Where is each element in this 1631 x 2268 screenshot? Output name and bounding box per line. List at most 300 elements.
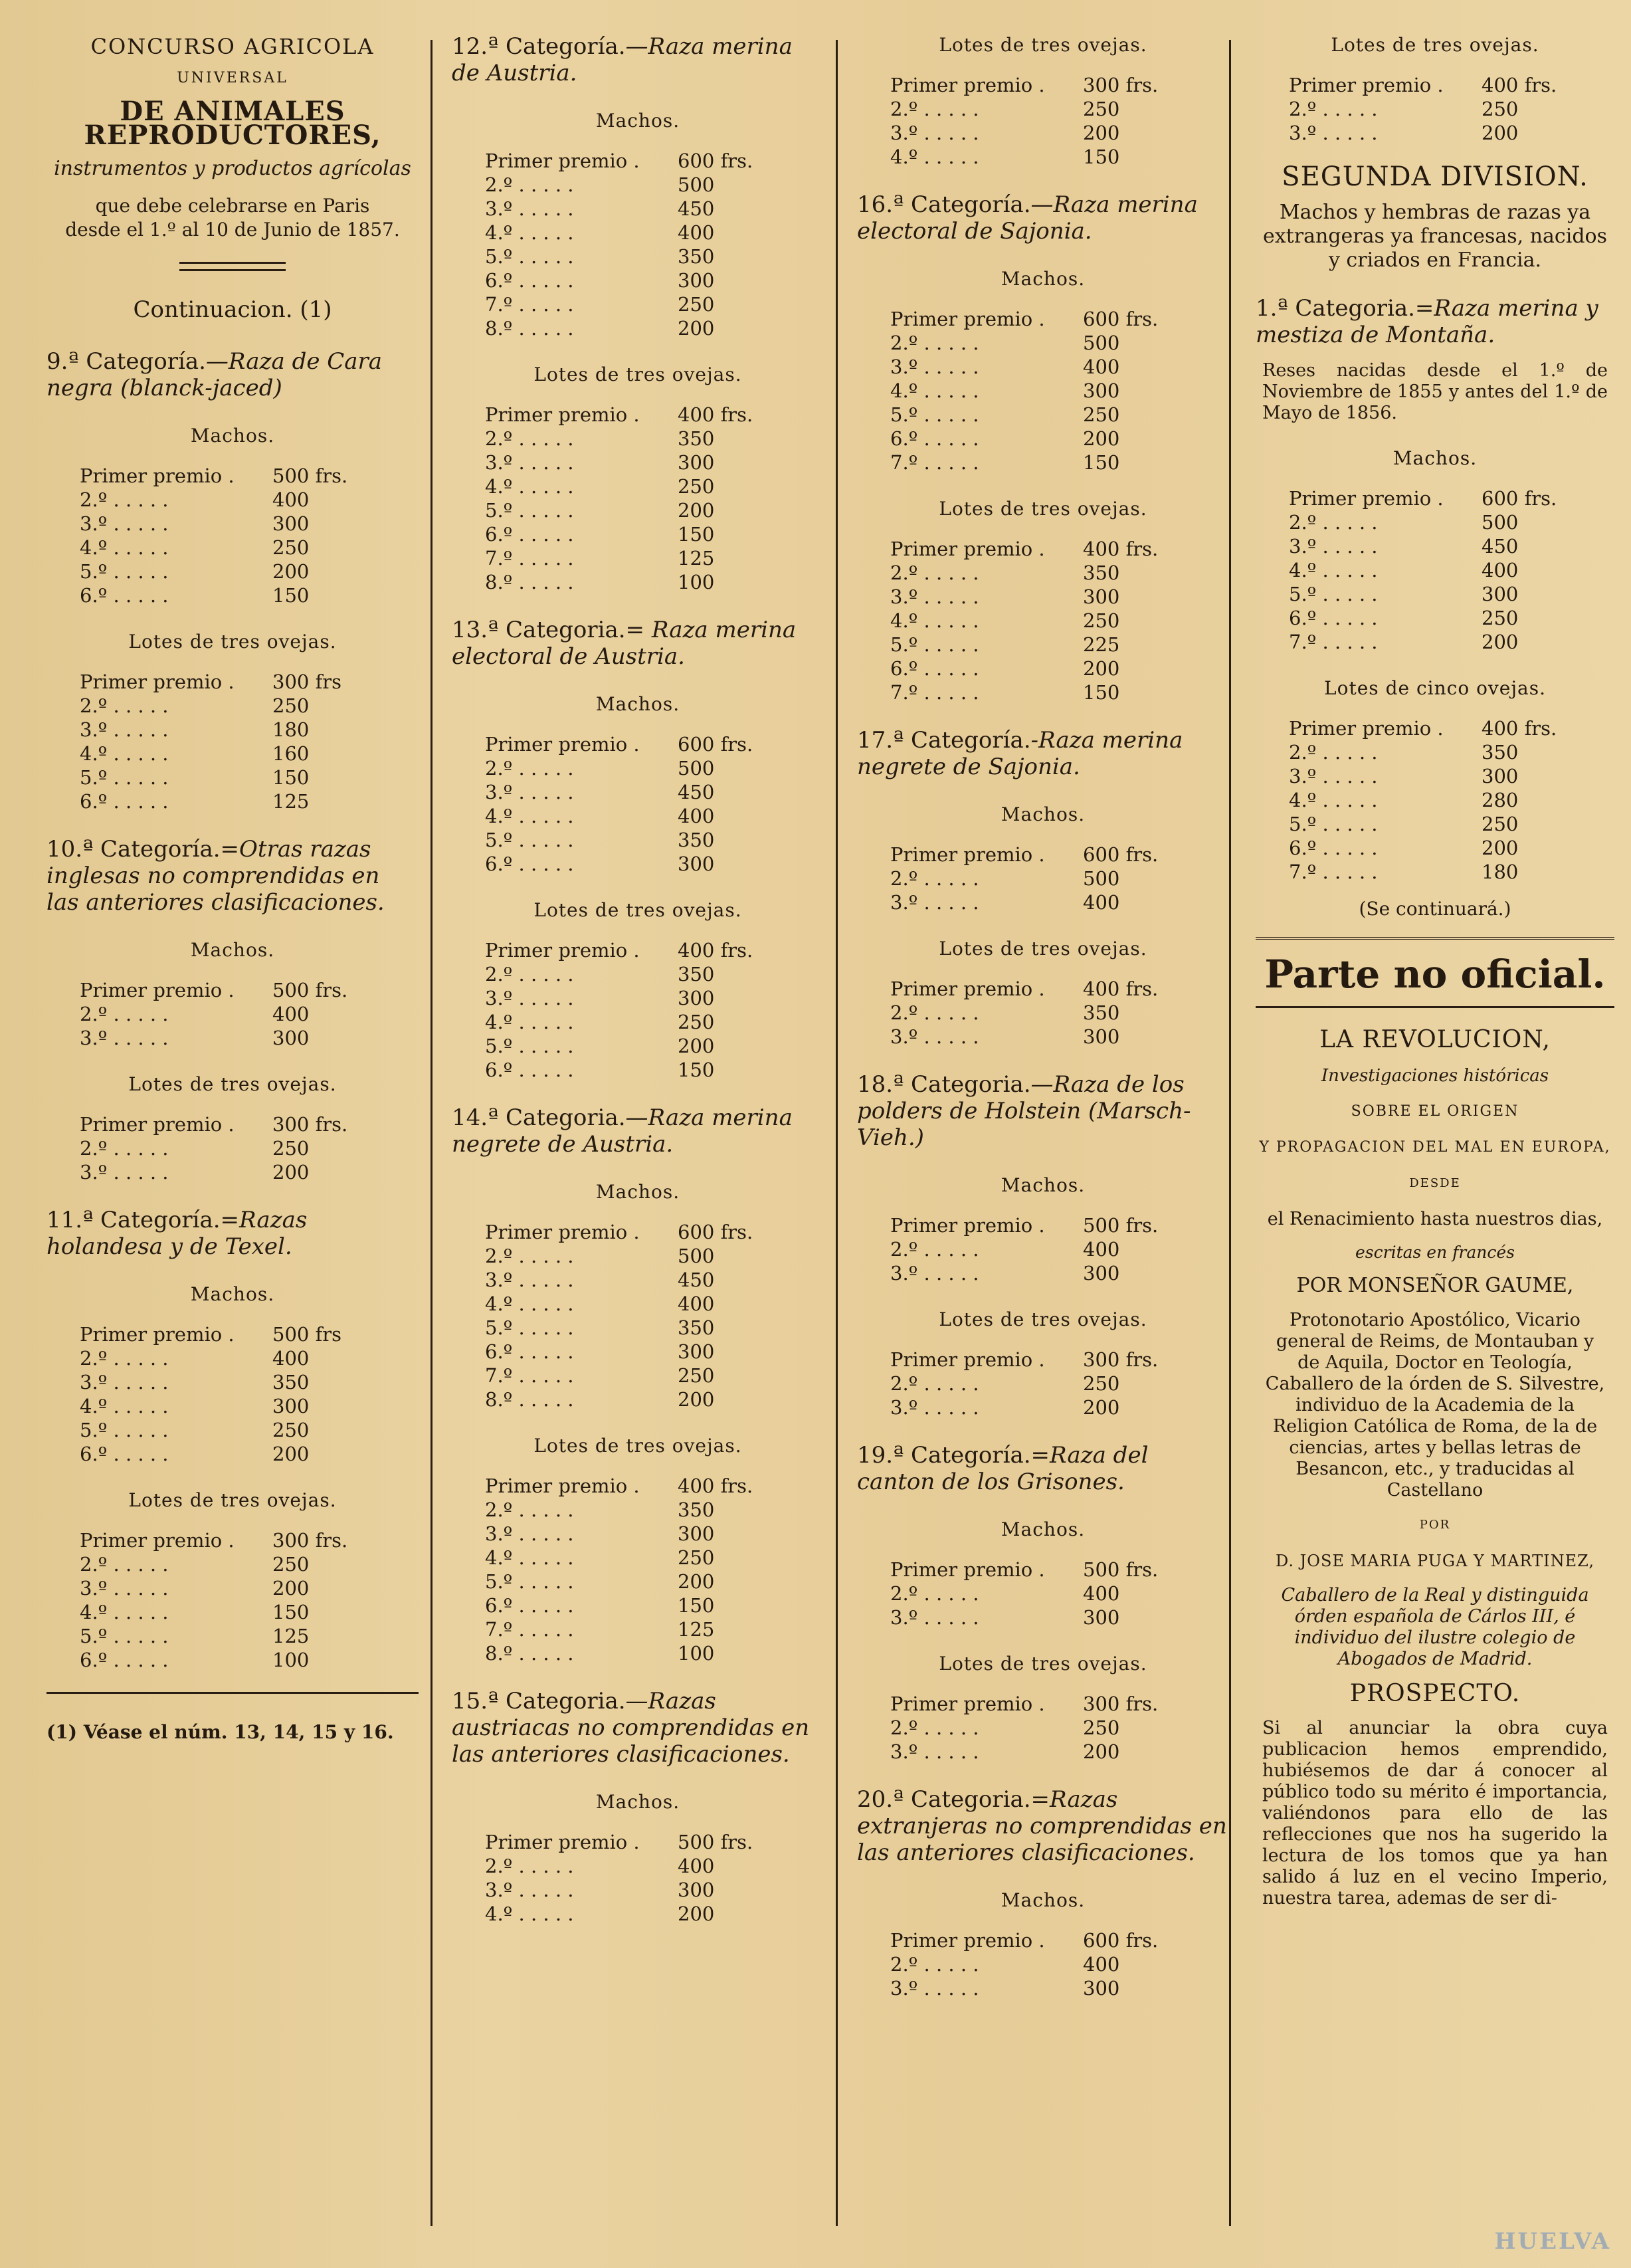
prize-row [890, 1237, 1169, 1261]
prize-amount: 450 [678, 781, 715, 803]
prize-amount: 300 [1083, 1262, 1120, 1285]
prize-label: Primer premio . [890, 1214, 1045, 1237]
prize-amount: 600 frs. [678, 1221, 753, 1243]
prize-row [80, 670, 359, 694]
prize-label: Primer premio . [80, 1113, 235, 1136]
prize-row [1289, 558, 1568, 582]
prize-label: 4.º . . . . . [485, 221, 574, 244]
prize-row [1289, 97, 1568, 121]
prize-label: 4.º . . . . . [485, 805, 574, 827]
prize-row [890, 1716, 1169, 1740]
prize-amount: 225 [1083, 633, 1120, 656]
prize-row [485, 1546, 764, 1570]
prize-label: 3.º . . . . . [890, 122, 979, 144]
prize-amount: 350 [678, 427, 715, 450]
prize-amount: 500 [678, 173, 715, 196]
prize-amount: 300 frs [272, 670, 342, 693]
prize-label: Primer premio . [890, 308, 1045, 330]
prize-label: Primer premio . [1289, 74, 1444, 96]
prize-row [80, 1002, 359, 1026]
division-heading: SEGUNDA DIVISION. [1282, 161, 1588, 192]
subheading-machos: Machos. [1001, 1518, 1086, 1540]
prize-amount: 400 frs. [1083, 538, 1159, 560]
prize-row [890, 633, 1169, 657]
prize-amount: 200 [1083, 122, 1120, 144]
prize-label: 3.º . . . . . [890, 585, 979, 608]
prize-label: 4.º . . . . . [890, 609, 979, 632]
prize-amount: 500 [678, 757, 715, 779]
column-rule [836, 40, 838, 2226]
prize-label: 8.º . . . . . [485, 317, 574, 340]
prize-row [890, 1558, 1169, 1582]
prize-amount: 300 [678, 987, 715, 1009]
prize-label: 5.º . . . . . [80, 766, 169, 789]
prize-label: 2.º . . . . . [890, 867, 979, 890]
prize-row [890, 680, 1169, 704]
prize-label: 4.º . . . . . [80, 1395, 169, 1417]
prize-row [485, 1522, 764, 1546]
subheading-lotes: Lotes de tres ovejas. [939, 938, 1147, 960]
prize-amount: 250 [272, 694, 310, 717]
prize-list [47, 978, 419, 1050]
prize-amount: 300 [1482, 765, 1519, 787]
prize-list [857, 1213, 1229, 1285]
article-subtitle: POR [1419, 1518, 1451, 1532]
prize-row [485, 780, 764, 804]
prize-amount: 450 [678, 1269, 715, 1291]
prize-label: 5.º . . . . . [890, 633, 979, 656]
prize-amount: 300 [678, 1340, 715, 1363]
prize-row [890, 121, 1169, 145]
prize-list [857, 73, 1229, 169]
prize-label: 3.º . . . . . [80, 1577, 169, 1599]
continuation-label: Continuacion. (1) [133, 296, 332, 323]
separator [1256, 937, 1614, 946]
prize-row [890, 585, 1169, 609]
prize-row [890, 1692, 1169, 1716]
continuation-note: (Se continuará.) [1359, 898, 1511, 920]
prize-amount: 300 [678, 853, 715, 875]
prize-amount: 500 frs. [272, 979, 348, 1001]
prize-label: 5.º . . . . . [485, 1316, 574, 1339]
prize-amount: 500 [1083, 867, 1120, 890]
prize-label: 5.º . . . . . [485, 499, 574, 522]
prize-row [1289, 740, 1568, 764]
prize-amount: 300 [1083, 1977, 1120, 2000]
prize-amount: 300 frs. [272, 1529, 348, 1552]
prize-amount: 500 frs. [272, 464, 348, 487]
prize-amount: 250 [272, 536, 310, 559]
prize-amount: 250 [1482, 607, 1519, 629]
prize-label: Primer premio . [485, 1221, 640, 1243]
prize-amount: 200 [678, 1903, 715, 1925]
prize-amount: 300 frs. [1083, 1693, 1159, 1715]
category-heading: 20.ª Categoria.=Razas extranjeras no comprendidas en las anteriores clasificaciones. [857, 1786, 1227, 1866]
subheading-lotes: Lotes de tres ovejas. [939, 1308, 1147, 1330]
prize-amount: 200 [678, 317, 715, 340]
prize-row [890, 73, 1169, 97]
division-text: Machos y hembras de razas ya extrangeras ya francesas, nacidos y criados en Francia. [1263, 201, 1607, 272]
prize-amount: 400 frs. [1083, 978, 1159, 1000]
article-subtitle: Investigaciones históricas [1321, 1066, 1549, 1086]
prize-amount: 600 frs. [1083, 843, 1159, 866]
prize-amount: 125 [272, 790, 310, 813]
subheading-lotes: Lotes de tres ovejas. [939, 498, 1147, 520]
prize-amount: 350 [272, 1371, 310, 1393]
subheading-machos: Machos. [595, 110, 680, 132]
prize-amount: 200 [678, 1035, 715, 1057]
prize-list [857, 1692, 1229, 1764]
subheading-lotes: Lotes de tres ovejas. [533, 899, 742, 921]
prize-row [485, 962, 764, 986]
subheading-lotes: Lotes de tres ovejas. [128, 1489, 337, 1511]
article-title: LA REVOLUCION, [1319, 1026, 1551, 1053]
prize-label: 6.º . . . . . [1289, 837, 1378, 859]
prize-amount: 300 [272, 512, 310, 535]
prize-amount: 200 [1083, 657, 1120, 680]
prize-amount: 400 [1083, 356, 1120, 378]
prize-label: 3.º . . . . . [485, 1879, 574, 1901]
prize-list [47, 670, 419, 813]
prize-row [1289, 860, 1568, 884]
prize-amount: 150 [678, 523, 715, 546]
category-heading: 18.ª Categoria.—Raza de los polders de Holstein (Marsch-Vieh.) [857, 1071, 1191, 1151]
prize-label: 6.º . . . . . [80, 1649, 169, 1671]
prize-label: 2.º . . . . . [890, 98, 979, 120]
prize-label: 3.º . . . . . [890, 1396, 979, 1419]
prize-label: 6.º . . . . . [890, 427, 979, 450]
prize-label: 6.º . . . . . [485, 1059, 574, 1081]
prize-row [485, 1058, 764, 1082]
category-heading: 15.ª Categoria.—Razas austriacas no comprendidas en las anteriores clasificaciones. [452, 1688, 810, 1768]
prize-amount: 200 [1482, 837, 1519, 859]
prize-amount: 300 [678, 269, 715, 292]
prize-row [485, 1010, 764, 1034]
prize-amount: 500 [678, 1245, 715, 1267]
prize-amount: 150 [678, 1059, 715, 1081]
prize-label: 2.º . . . . . [1289, 98, 1378, 120]
prize-label: Primer premio . [80, 670, 235, 693]
prize-amount: 200 [272, 1161, 310, 1184]
prize-row [1289, 121, 1568, 145]
prize-row [485, 1570, 764, 1594]
prize-row [890, 1605, 1169, 1629]
prize-row [80, 1160, 359, 1184]
prize-row [80, 464, 359, 488]
prize-label: 6.º . . . . . [485, 269, 574, 292]
prize-row [80, 1346, 359, 1370]
category-heading: 13.ª Categoria.= Raza merina electoral de Austria. [452, 617, 797, 670]
prize-row [485, 986, 764, 1010]
prize-label: 4.º . . . . . [80, 742, 169, 765]
prize-amount: 400 [272, 488, 310, 511]
prize-amount: 200 [272, 560, 310, 583]
subheading-machos: Machos. [595, 1791, 680, 1813]
prize-label: Primer premio . [890, 843, 1045, 866]
prize-row [890, 1395, 1169, 1419]
prize-amount: 400 [1482, 559, 1519, 581]
translator-line: D. JOSE MARIA PUGA Y MARTINEZ, [1276, 1552, 1594, 1570]
prize-list [857, 1348, 1229, 1419]
prize-row [485, 403, 764, 427]
prize-row [80, 488, 359, 512]
column-4 [1256, 27, 1614, 1921]
prize-row [890, 331, 1169, 355]
prize-label: 2.º . . . . . [80, 1137, 169, 1160]
prize-row [890, 145, 1169, 169]
prize-row [890, 1348, 1169, 1372]
category-heading: 17.ª Categoría.-Raza merina negrete de Sajonia. [857, 727, 1183, 780]
prize-amount: 400 [678, 221, 715, 244]
prize-row [80, 1394, 359, 1418]
prize-row [80, 1442, 359, 1466]
article-subtitle: escritas en francés [1355, 1243, 1515, 1262]
prize-amount: 400 [1083, 1238, 1120, 1261]
prize-amount: 450 [1482, 535, 1519, 558]
prize-label: 2.º . . . . . [1289, 741, 1378, 764]
prize-label: Primer premio . [890, 978, 1045, 1000]
prize-amount: 300 [272, 1027, 310, 1049]
prize-list [452, 1220, 824, 1411]
prize-row [485, 451, 764, 474]
section-date-line: que debe celebrarse en Paris [95, 195, 370, 217]
prize-amount: 400 [1083, 1953, 1120, 1976]
footnote: (1) Véase el núm. 13, 14, 15 y 16. [47, 1721, 394, 1743]
prize-amount: 125 [272, 1625, 310, 1647]
prize-row [890, 537, 1169, 561]
prize-row [890, 355, 1169, 379]
prize-list [1256, 73, 1614, 145]
prize-list [857, 537, 1229, 704]
prize-row [890, 657, 1169, 680]
prize-row [485, 149, 764, 173]
prize-row [890, 307, 1169, 331]
prize-label: 3.º . . . . . [890, 356, 979, 378]
prize-amount: 400 frs. [678, 939, 753, 962]
prize-label: 2.º . . . . . [485, 1245, 574, 1267]
subheading-machos: Machos. [1001, 268, 1086, 290]
subheading-machos: Machos. [190, 425, 275, 447]
prize-row [485, 197, 764, 221]
prize-row [1289, 630, 1568, 654]
prize-row [485, 1316, 764, 1340]
translator-titles: Caballero de la Real y distinguida órden española de Cárlos III, é individuo del ilustre colegio de Abogados de Madrid. [1281, 1585, 1589, 1669]
prize-amount: 250 [1083, 609, 1120, 632]
prize-list [47, 1112, 419, 1184]
subheading-lotes: Lotes de tres ovejas. [939, 34, 1147, 56]
prize-amount: 250 [1083, 98, 1120, 120]
prize-row [1289, 534, 1568, 558]
prize-label: 3.º . . . . . [485, 1269, 574, 1291]
prize-row [485, 498, 764, 522]
prize-amount: 150 [1083, 681, 1120, 704]
category-heading: 1.ª Categoria.=Raza merina y mestiza de Montaña. [1256, 295, 1598, 348]
prize-row [80, 766, 359, 789]
prize-row [80, 1624, 359, 1648]
prize-row [890, 451, 1169, 474]
prize-amount: 100 [678, 1642, 715, 1665]
column-2 [452, 27, 824, 1926]
prize-label: 3.º . . . . . [80, 1161, 169, 1184]
prize-row [890, 609, 1169, 633]
prize-row [80, 1418, 359, 1442]
prize-amount: 400 frs. [1482, 717, 1557, 740]
prize-label: 5.º . . . . . [890, 403, 979, 426]
prize-amount: 250 [678, 1364, 715, 1387]
prize-label: 3.º . . . . . [890, 1740, 979, 1763]
prize-row [890, 1025, 1169, 1049]
prize-label: 4.º . . . . . [1289, 789, 1378, 811]
prize-row [485, 1830, 764, 1854]
prize-row [1289, 510, 1568, 534]
prize-label: 5.º . . . . . [485, 829, 574, 851]
prize-label: Primer premio . [890, 1558, 1045, 1581]
subheading-lotes: Lotes de cinco ovejas. [1324, 677, 1546, 699]
prize-label: 5.º . . . . . [1289, 583, 1378, 605]
prize-label: 2.º . . . . . [485, 427, 574, 450]
subheading-machos: Machos. [1001, 803, 1086, 825]
prize-amount: 300 [1482, 583, 1519, 605]
prize-amount: 250 [1083, 1372, 1120, 1395]
prize-amount: 350 [1482, 741, 1519, 764]
subheading-machos: Machos. [1001, 1174, 1086, 1196]
prize-label: 4.º . . . . . [485, 1292, 574, 1315]
prize-amount: 300 frs. [1083, 74, 1159, 96]
prize-amount: 300 [1083, 585, 1120, 608]
column-3 [857, 27, 1229, 2000]
prize-label: 2.º . . . . . [485, 963, 574, 985]
column-rule [1229, 40, 1231, 2226]
prize-list [47, 1322, 419, 1466]
prize-label: 8.º . . . . . [485, 1642, 574, 1665]
prize-amount: 350 [678, 963, 715, 985]
prize-row [80, 1552, 359, 1576]
prize-label: 3.º . . . . . [890, 891, 979, 914]
prize-label: Primer premio . [890, 1348, 1045, 1371]
prize-row [890, 427, 1169, 451]
prize-list [452, 732, 824, 876]
prize-row [890, 561, 1169, 585]
prize-label: 7.º . . . . . [485, 1364, 574, 1387]
prize-row [890, 379, 1169, 403]
prize-label: 4.º . . . . . [80, 536, 169, 559]
prize-row [1289, 836, 1568, 860]
prize-label: 5.º . . . . . [485, 245, 574, 268]
prize-label: 2.º . . . . . [80, 488, 169, 511]
prize-row [485, 1474, 764, 1498]
prize-label: 3.º . . . . . [890, 1025, 979, 1048]
section-title: CONCURSO AGRICOLA [90, 34, 375, 59]
prize-label: 6.º . . . . . [485, 853, 574, 875]
prize-amount: 250 [272, 1419, 310, 1441]
column-1 [47, 27, 419, 1744]
subheading-lotes: Lotes de tres ovejas. [128, 631, 337, 653]
prize-label: 7.º . . . . . [890, 681, 979, 704]
category-heading: 12.ª Categoría.—Raza merina de Austria. [452, 33, 793, 86]
prize-amount: 400 frs. [1482, 74, 1557, 96]
prize-amount: 280 [1482, 789, 1519, 811]
prize-amount: 200 [678, 499, 715, 522]
prize-label: 3.º . . . . . [485, 197, 574, 220]
prize-label: 5.º . . . . . [80, 560, 169, 583]
prize-amount: 200 [1482, 122, 1519, 144]
prize-label: 7.º . . . . . [1289, 631, 1378, 653]
prize-row [485, 173, 764, 197]
prize-row [485, 1292, 764, 1316]
prize-row [80, 1136, 359, 1160]
prize-amount: 100 [272, 1649, 310, 1671]
subheading-machos: Machos. [1392, 447, 1478, 469]
subheading-lotes: Lotes de tres ovejas. [128, 1073, 337, 1095]
prize-label: 3.º . . . . . [890, 1262, 979, 1285]
prize-amount: 150 [1083, 146, 1120, 168]
prize-amount: 350 [1083, 562, 1120, 584]
prize-row [485, 1220, 764, 1244]
prize-label: 5.º . . . . . [80, 1625, 169, 1647]
prize-row [890, 97, 1169, 121]
prize-label: 6.º . . . . . [485, 523, 574, 546]
prize-label: 6.º . . . . . [485, 1594, 574, 1617]
prize-label: 7.º . . . . . [890, 451, 979, 474]
prize-row [80, 789, 359, 813]
prize-row [890, 867, 1169, 890]
category-heading: 14.ª Categoria.—Raza merina negrete de Austria. [452, 1104, 793, 1158]
prize-row [80, 742, 359, 766]
library-stamp: HUELVA [1494, 2228, 1611, 2255]
prospectus-text: Si al anunciar la obra cuya publicacion hemos emprendido, hubiésemos de dar á conocer al público todo su mérito é importancia, valiéndonos para ello de las reflecciones que nos ha sugerido la lectura de los tomos que ya han salido á luz en el vecino Imperio, nuestra tarea, ademas de ser di- [1262, 1718, 1608, 1908]
prize-amount: 200 [678, 1388, 715, 1411]
prize-amount: 600 frs. [678, 733, 753, 756]
prize-row [485, 427, 764, 451]
prize-amount: 350 [1083, 1001, 1120, 1024]
subheading-machos: Machos. [1001, 1889, 1086, 1911]
prize-list [857, 307, 1229, 474]
separator [47, 1692, 419, 1694]
prize-label: 2.º . . . . . [890, 1372, 979, 1395]
prize-label: 2.º . . . . . [485, 173, 574, 196]
prize-amount: 500 frs. [1083, 1214, 1159, 1237]
prize-list [857, 843, 1229, 914]
prize-label: Primer premio . [80, 464, 235, 487]
author-line: POR MONSEÑOR GAUME, [1296, 1274, 1574, 1297]
prize-row [1289, 812, 1568, 836]
prize-amount: 250 [678, 1011, 715, 1033]
prize-row [485, 1388, 764, 1411]
prize-label: 4.º . . . . . [890, 146, 979, 168]
prize-row [485, 268, 764, 292]
prize-amount: 250 [678, 475, 715, 498]
prize-label: 2.º . . . . . [485, 1498, 574, 1521]
prize-amount: 250 [678, 293, 715, 316]
prize-row [485, 1244, 764, 1268]
prize-label: 5.º . . . . . [1289, 813, 1378, 835]
prize-label: Primer premio . [485, 1475, 640, 1497]
prize-amount: 150 [1083, 451, 1120, 474]
category-heading: 10.ª Categoría.=Otras razas inglesas no comprendidas en las anteriores clasificaciones. [47, 836, 385, 916]
prize-row [890, 977, 1169, 1001]
article-subtitle: DESDE [1409, 1176, 1461, 1190]
prize-label: 7.º . . . . . [1289, 861, 1378, 883]
prize-label: 3.º . . . . . [80, 1371, 169, 1393]
prize-amount: 150 [678, 1594, 715, 1617]
prize-amount: 500 [1083, 332, 1120, 354]
prize-label: Primer premio . [890, 1929, 1045, 1952]
prize-label: Primer premio . [485, 403, 640, 426]
prize-row [485, 1641, 764, 1665]
prize-label: 2.º . . . . . [890, 1716, 979, 1739]
prize-label: 4.º . . . . . [1289, 559, 1378, 581]
prize-label: Primer premio . [890, 1693, 1045, 1715]
